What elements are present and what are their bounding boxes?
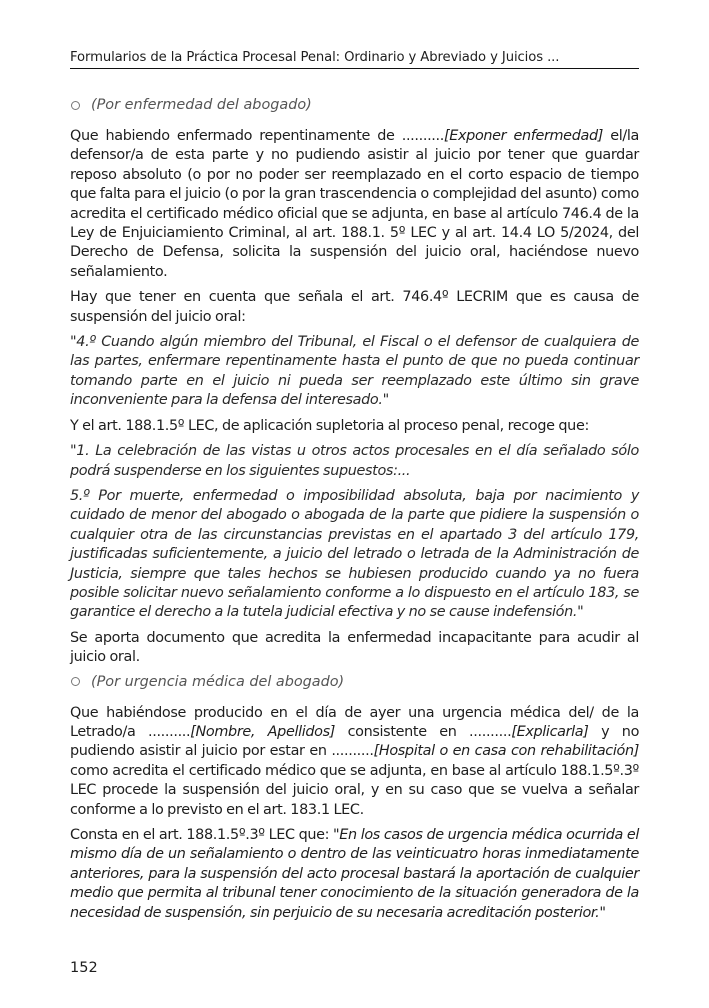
quote-inline: "En los casos de urgencia médica ocurrida el mismo día de un señalamiento o dentro de las veinticuatro horas inmediatamente anteriores, para la suspensión del acto procesal bastará la aportación de cualquier medio que permita al tribunal tener conocimiento de la situación generadora de la necesidad de suspensión, sin perjuicio de su necesaria acreditación posterior.": [70, 827, 639, 921]
running-header: Formularios de la Práctica Procesal Penal: Ordinario y Abreviado y Juicios ...: [70, 50, 639, 69]
quote: "1. La celebración de las vistas u otros actos procesales en el día señalado sólo podrá suspenderse en los siguientes supuestos:...: [70, 443, 639, 479]
text: Que habiendo enfermado repentinamente de ..........: [70, 128, 444, 144]
paragraph: [70, 704, 639, 820]
circle-bullet-icon: [71, 677, 80, 686]
quote: "4.º Cuando algún miembro del Tribunal, el Fiscal o el defensor de cualquiera de las partes, enfermare repentinamente hasta el punto de que no pueda continuar tomando parte en el juicio ni pueda ser reemplazado este último sin grave inconveniente para la defensa del interesado.": [70, 334, 639, 409]
text: el/la defensor/a de esta parte y no pudiendo asistir al juicio por tener que guardar reposo absoluto (o por no poder ser reemplazado en el corto espacio de tiempo que falta para el juicio (o por la gran trascendencia o complejidad del asunto) como acredita el certificado médico oficial que se adjunta, en base al artículo 746.4 de la Ley de Enjuiciamiento Criminal, al art. 188.1. 5º LEC y al art. 14.4 LO 5/2024, del Derecho de Defensa, solicita la suspensión del juicio oral, haciéndose nuevo señalamiento.: [70, 128, 639, 280]
circle-bullet-icon: [71, 101, 80, 110]
placeholder: [Nombre, Apellidos]: [190, 723, 336, 740]
text: y no pudiendo asistir al juicio por estar en ..........: [70, 723, 640, 760]
placeholder: [Explicarla]: [511, 723, 589, 740]
paragraph: [70, 826, 639, 923]
placeholder: [Hospital o en casa con rehabilitación]: [373, 743, 639, 760]
text: como acredita el certificado médico que se adjunta, en base al artículo 188.1.5º.3º LEC procede la suspensión del juicio oral, y en su caso que se vuelva a señalar conforme a lo previsto en el art. 183.1 LEC.: [70, 762, 639, 818]
paragraph: Hay que tener en cuenta que señala el art. 746.4º LECRIM que es causa de suspensión del juicio oral:: [70, 289, 639, 325]
text: Consta en el art. 188.1.5º.3º LEC que:: [70, 827, 334, 843]
text: Que habiéndose producido en el día de ayer una urgencia médica del/ de la Letrado/a ..........: [70, 704, 639, 740]
section-heading-illness: [70, 97, 639, 113]
quote: 5.º Por muerte, enfermedad o imposibilidad absoluta, baja por nacimiento y cuidado de menor del abogado o abogada de la parte que pidiere la suspensión o cualquier otra de las circunstancias previstas en el apartado 3 del artículo 179, justificadas suficientemente, a juicio del letrado o letrada de la Administración de Justicia, siempre que tales hechos se hubiesen producido cuando ya no fuera posible solicitar nuevo señalamiento conforme a lo dispuesto en el artículo 183, se garantice el derecho a la tutela judicial efectiva y no se cause indefensión.": [70, 487, 639, 621]
section-heading-label: (Por urgencia médica del abogado): [91, 673, 345, 690]
section-heading-urgency: [70, 674, 639, 690]
paragraph: [70, 127, 639, 282]
page-body: [70, 97, 639, 929]
paragraph: Y el art. 188.1.5º LEC, de aplicación supletoria al proceso penal, recoge que:: [70, 417, 589, 434]
placeholder: [Exponer enfermedad]: [443, 128, 603, 144]
page-number: 152: [70, 960, 98, 976]
section-heading-label: (Por enfermedad del abogado): [91, 97, 312, 113]
paragraph: Se aporta documento que acredita la enfermedad incapacitante para acudir al juicio oral.: [70, 629, 639, 666]
text: consistente en ..........: [335, 723, 512, 740]
